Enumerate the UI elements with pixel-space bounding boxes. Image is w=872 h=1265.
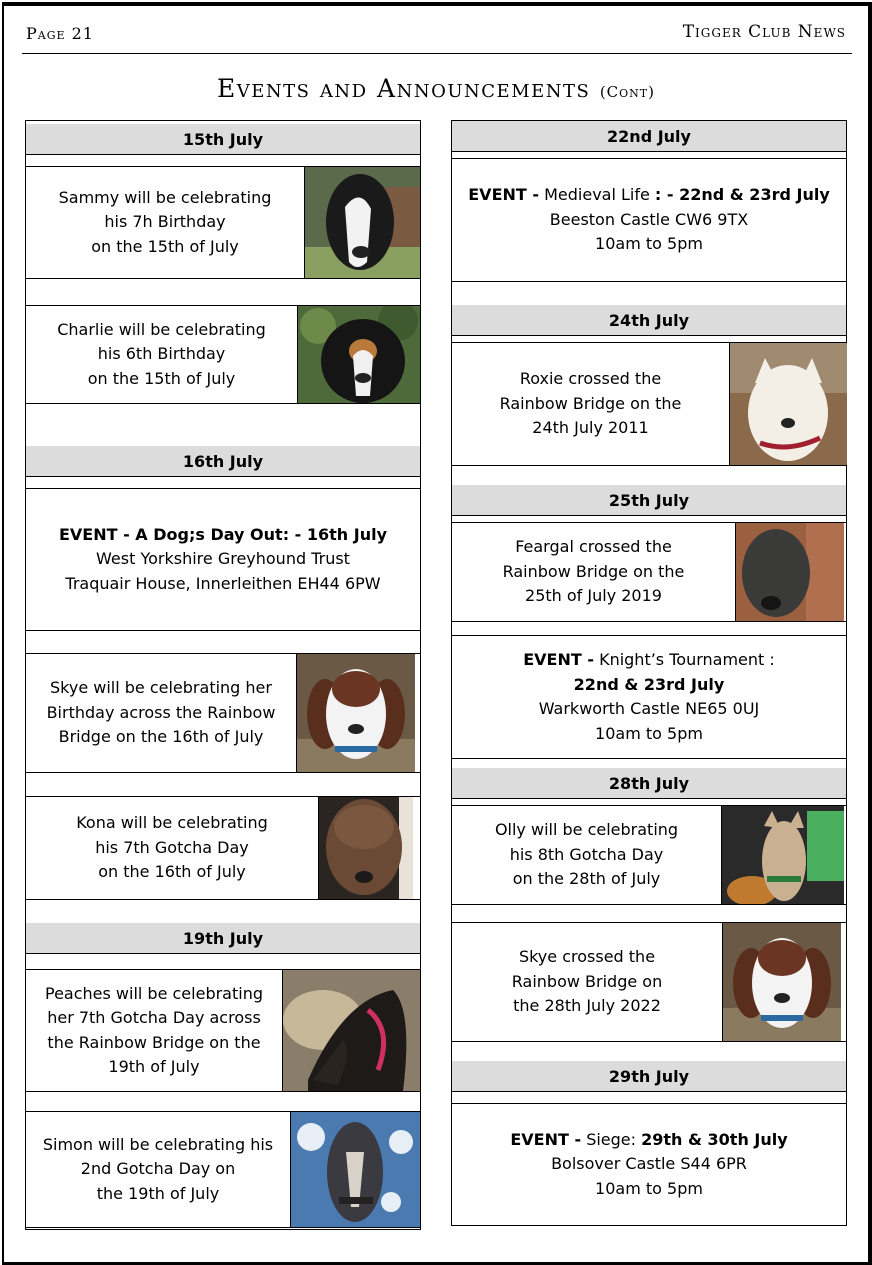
event-siege <box>452 1103 846 1225</box>
announcement-charlie <box>26 305 420 404</box>
event-organiser: West Yorkshire Greyhound Trust <box>96 549 350 569</box>
text-line: on the 15th of July <box>91 236 239 256</box>
text-line: Rainbow Bridge on the <box>499 393 682 413</box>
event-time: 10am to 5pm <box>595 723 703 743</box>
announcement-olly <box>452 805 846 905</box>
dog-photo-roxie <box>729 343 847 465</box>
event-time: 10am to 5pm <box>595 234 703 254</box>
left-column <box>25 120 421 1230</box>
text-line: his 6th Birthday <box>97 344 226 364</box>
announcement-simon <box>26 1111 420 1228</box>
text-line: Sammy will be celebrating <box>58 187 272 207</box>
text-line: on the 15th of July <box>87 368 236 388</box>
text-line: Bridge on the 16th of July <box>58 727 264 747</box>
dog-photo-peaches <box>282 970 420 1091</box>
text-line: Roxie crossed the <box>519 369 662 389</box>
date-heading-19th: 19th July <box>26 923 420 954</box>
event-text <box>452 1104 846 1225</box>
text-line: his 7th Gotcha Day <box>95 837 249 857</box>
text-line: 25th of July 2019 <box>525 586 662 606</box>
text-line: on the 16th of July <box>98 862 246 882</box>
event-time: 10am to 5pm <box>595 1178 703 1198</box>
text-line: Rainbow Bridge on <box>511 971 663 991</box>
text-line: Peaches will be celebrating <box>44 983 263 1003</box>
text-line: Skye will be celebrating her <box>50 678 272 698</box>
date-heading-25th: 25th July <box>452 485 846 516</box>
event-dates: : - 22nd & 23rd July <box>654 185 830 205</box>
date-heading-22nd: 22nd July <box>452 121 846 152</box>
announcement-text <box>26 306 297 403</box>
dog-photo-skye <box>296 654 415 772</box>
text-line: Skye crossed the <box>518 947 656 967</box>
event-location: Bolsover Castle S44 6PR <box>551 1154 747 1174</box>
announcement-feargal <box>452 522 846 622</box>
announcement-kona <box>26 796 420 900</box>
announcement-sammy <box>26 166 420 279</box>
event-text <box>452 159 846 281</box>
text-line: Charlie will be celebrating <box>57 319 266 339</box>
page-number: Page 21 <box>26 24 94 43</box>
date-heading-16th: 16th July <box>26 446 420 477</box>
announcement-skye <box>26 653 420 773</box>
event-dates: 29th & 30th July <box>641 1129 788 1149</box>
text-line: the Rainbow Bridge on the <box>47 1032 261 1052</box>
event-knights-tournament <box>452 635 846 759</box>
text-line: his 8th Gotcha Day <box>509 844 664 864</box>
announcement-text <box>26 797 318 899</box>
announcement-text <box>26 167 304 278</box>
announcement-text <box>26 1112 290 1227</box>
text-line: 19th of July <box>108 1057 200 1076</box>
event-dogs-day-out <box>26 488 420 631</box>
page-title <box>0 74 872 103</box>
dog-photo-skye-2 <box>722 923 841 1041</box>
dog-photo-kona <box>318 797 413 899</box>
announcement-peaches <box>26 969 420 1092</box>
text-line: Feargal crossed the <box>515 537 672 557</box>
event-name: Knight’s Tournament : <box>593 650 775 669</box>
text-line: the 28th July 2022 <box>513 996 661 1016</box>
event-medieval-life <box>452 158 846 282</box>
event-location: Beeston Castle CW6 9TX <box>549 209 749 229</box>
dog-photo-simon <box>290 1112 420 1227</box>
date-heading-28th: 28th July <box>452 768 846 799</box>
announcement-text <box>452 523 735 621</box>
announcement-text <box>452 806 721 904</box>
text-line: Olly will be celebrating <box>494 820 679 840</box>
dog-photo-sammy <box>304 167 420 278</box>
event-location: Traquair House, Innerleithen EH44 6PW <box>65 573 381 593</box>
title-cont: (Cont) <box>599 83 655 101</box>
announcement-text <box>26 970 282 1091</box>
dog-photo-feargal <box>735 523 844 621</box>
event-label: EVENT - <box>468 185 540 205</box>
event-text <box>452 636 846 758</box>
text-line: her 7th Gotcha Day across <box>47 1008 261 1027</box>
event-label: EVENT - A Dog;s Day Out: - 16th July <box>58 524 388 544</box>
text-line: Kona will be celebrating <box>76 813 268 833</box>
right-column <box>451 120 847 1226</box>
announcement-text <box>26 654 296 772</box>
text-line: on the 28th of July <box>512 869 661 889</box>
announcement-text <box>452 923 722 1041</box>
text-line: 2nd Gotcha Day on <box>80 1159 236 1179</box>
event-label: EVENT - <box>523 650 594 669</box>
announcement-text <box>452 343 729 465</box>
header-rule <box>22 53 852 54</box>
date-heading-24th: 24th July <box>452 305 846 336</box>
text-line: 24th July 2011 <box>532 418 649 438</box>
event-text <box>26 489 420 630</box>
text-line: Simon will be celebrating his <box>42 1134 274 1154</box>
title-main: Events and Announcements <box>217 74 591 103</box>
event-label: EVENT - <box>510 1129 582 1149</box>
announcement-skye-2 <box>452 922 846 1042</box>
date-heading-15th: 15th July <box>26 124 420 155</box>
dog-photo-charlie <box>297 306 420 403</box>
dog-photo-olly <box>721 806 844 904</box>
event-dates: 22nd & 23rd July <box>573 674 725 694</box>
text-line: Rainbow Bridge on the <box>502 561 685 581</box>
text-line: the 19th of July <box>96 1183 220 1203</box>
event-name: Medieval Life <box>539 185 655 205</box>
event-name: Siege: <box>581 1129 642 1149</box>
newsletter-name: Tigger Club News <box>682 22 846 42</box>
announcement-roxie <box>452 342 846 466</box>
text-line: Birthday across the Rainbow <box>46 702 276 722</box>
date-heading-29th: 29th July <box>452 1061 846 1092</box>
text-line: his 7h Birthday <box>104 212 226 232</box>
event-location: Warkworth Castle NE65 0UJ <box>538 699 760 718</box>
